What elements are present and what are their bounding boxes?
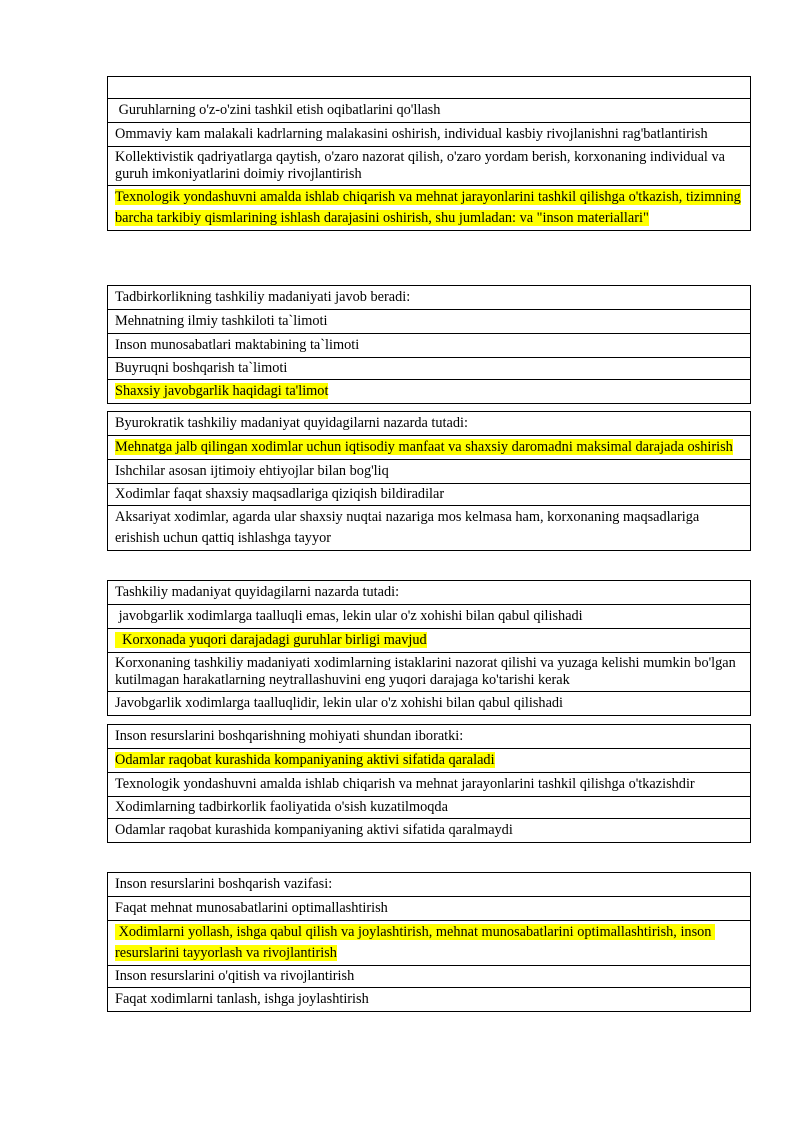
question-table-3 xyxy=(107,411,751,551)
answer-option-correct[interactable]: Korxonada yuqori darajadagi guruhlar birligi mavjud xyxy=(108,628,750,652)
answer-option-correct[interactable]: Shaxsiy javobgarlik haqidagi ta'limot xyxy=(108,379,750,403)
answer-option[interactable]: Kollektivistik qadriyatlarga qaytish, o'zaro nazorat qilish, o'zaro yordam berish, korxonaning individual va guruh imkoniyatlarini doimiy rivojlantirish xyxy=(108,146,750,185)
answer-option[interactable]: Guruhlarning o'z-o'zini tashkil etish oqibatlarini qo'llash xyxy=(108,98,750,122)
answer-option-correct[interactable]: Texnologik yondashuvni amalda ishlab chiqarish va mehnat jarayonlarini tashkil qilishga o'tkazish, tizimning barcha tarkibiy qismlarining ishlash darajasini oshirish, shu jumladan: va "inson materiallari" xyxy=(108,185,750,230)
answer-option[interactable]: Mehnatning ilmiy tashkiloti ta`limoti xyxy=(108,309,750,333)
answer-option[interactable]: Faqat xodimlarni tanlash, ishga joylashtirish xyxy=(108,987,750,1011)
answer-option[interactable]: Odamlar raqobat kurashida kompaniyaning aktivi sifatida qaralmaydi xyxy=(108,818,750,842)
answer-option[interactable]: Buyruqni boshqarish ta`limoti xyxy=(108,357,750,379)
question-table-5 xyxy=(107,724,751,843)
question-text: Tadbirkorlikning tashkiliy madaniyati javob beradi: xyxy=(115,289,411,305)
answer-option-correct[interactable]: Odamlar raqobat kurashida kompaniyaning aktivi sifatida qaraladi xyxy=(108,748,750,772)
answer-option[interactable]: Ishchilar asosan ijtimoiy ehtiyojlar bilan bog'liq xyxy=(108,459,750,483)
question-table-1 xyxy=(107,76,751,231)
question-text: Byurokratik tashkiliy madaniyat quyidagilarni nazarda tutadi: xyxy=(115,415,468,431)
answer-option[interactable]: Inson resurslarini o'qitish va rivojlantirish xyxy=(108,965,750,987)
answer-option[interactable]: Korxonaning tashkiliy madaniyati xodimlarning istaklarini nazorat qilishi va yuzaga kelishi mumkin bo'lgan kutilmagan harakatlarning neytrallashuvini eng yuqori darajaga ko'tarishi kerak xyxy=(108,652,750,691)
question-table-2 xyxy=(107,285,751,404)
question-row-empty xyxy=(108,77,750,98)
answer-option[interactable]: Ommaviy kam malakali kadrlarning malakasini oshirish, individual kasbiy rivojlanishni rag'batlantirish xyxy=(108,122,750,146)
answer-option[interactable]: Xodimlarning tadbirkorlik faoliyatida o'sish kuzatilmoqda xyxy=(108,796,750,818)
answer-option-correct[interactable]: Xodimlarni yollash, ishga qabul qilish va joylashtirish, mehnat munosabatlarini optimallashtirish, inson resurslarini tayyorlash va rivojlantirish xyxy=(108,920,750,965)
question-table-6 xyxy=(107,872,751,1012)
question-table-4 xyxy=(107,580,751,716)
question-text: Tashkiliy madaniyat quyidagilarni nazarda tutadi: xyxy=(115,584,400,600)
answer-option[interactable]: Faqat mehnat munosabatlarini optimallashtirish xyxy=(108,896,750,920)
question-text: Inson resurslarini boshqarishning mohiyati shundan iboratki: xyxy=(115,728,464,744)
answer-option[interactable]: Javobgarlik xodimlarga taalluqlidir, lekin ular o'z xohishi bilan qabul qilishadi xyxy=(108,691,750,715)
answer-option[interactable]: Inson munosabatlari maktabining ta`limoti xyxy=(108,333,750,357)
answer-option[interactable]: Aksariyat xodimlar, agarda ular shaxsiy nuqtai nazariga mos kelmasa ham, korxonaning maqsadlariga erishish uchun qattiq ishlashga tayyor xyxy=(108,505,750,550)
answer-option[interactable]: javobgarlik xodimlarga taalluqli emas, lekin ular o'z xohishi bilan qabul qilishadi xyxy=(108,604,750,628)
answer-option[interactable]: Xodimlar faqat shaxsiy maqsadlariga qiziqish bildiradilar xyxy=(108,483,750,505)
question-text: Inson resurslarini boshqarish vazifasi: xyxy=(115,876,333,892)
answer-option[interactable]: Texnologik yondashuvni amalda ishlab chiqarish va mehnat jarayonlarini tashkil qilishga o'tkazishdir xyxy=(108,772,750,796)
answer-option-correct[interactable]: Mehnatga jalb qilingan xodimlar uchun iqtisodiy manfaat va shaxsiy daromadni maksimal darajada oshirish xyxy=(108,435,750,459)
